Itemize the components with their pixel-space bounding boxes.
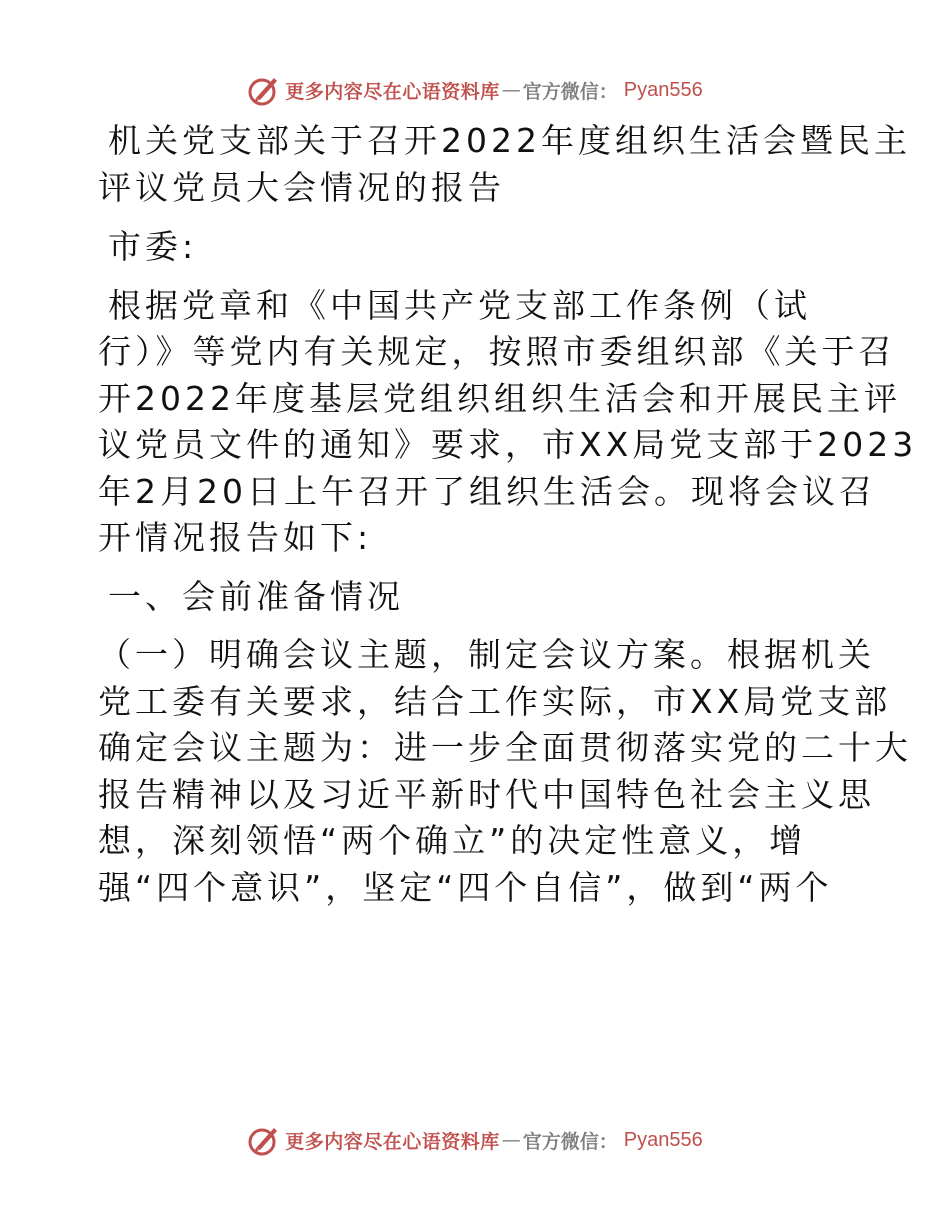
site-name: 更多内容尽在心语资料库 bbox=[285, 80, 500, 103]
quill-pen-icon bbox=[247, 73, 281, 107]
paragraph-line: 想，深刻领悟“两个确立”的决定性意义，增 bbox=[98, 821, 807, 860]
wechat-label: 官方微信： bbox=[522, 80, 618, 103]
paragraph-line: 报告精神以及习近平新时代中国特色社会主义思 bbox=[98, 774, 875, 814]
wechat-id: Pyan556 bbox=[623, 1128, 703, 1151]
wechat-label: 官方微信： bbox=[522, 1130, 618, 1153]
wechat-id: Pyan556 bbox=[623, 78, 703, 101]
addressee: 市委: bbox=[108, 227, 198, 266]
document-body bbox=[98, 118, 918, 911]
paragraph-line: （一）明确会议主题，制定会议方案。根据机关 bbox=[98, 635, 875, 674]
paragraph-line: 议党员文件的通知》要求，市XX局党支部于2023 bbox=[98, 425, 918, 464]
section-heading: 一、会前准备情况 bbox=[108, 576, 404, 616]
document-title-line-2: 评议党员大会情况的报告 bbox=[98, 167, 505, 207]
paragraph-line: 行）》等党内有关规定，按照市委组织部《关于召 bbox=[98, 332, 896, 371]
paragraph-line: 党工委有关要求，结合工作实际，市XX局党支部 bbox=[98, 681, 892, 721]
paragraph-line: 开情况报告如下: bbox=[98, 518, 373, 557]
document-title-line-1: 机关党支部关于召开2022年度组织生活会暨民主 bbox=[108, 121, 911, 160]
site-name: 更多内容尽在心语资料库 bbox=[285, 1130, 500, 1153]
paragraph-line: 开2022年度基层党组织组织生活会和开展民主评 bbox=[98, 378, 901, 418]
paragraph-line: 年2月20日上午召开了组织生活会。现将会议召 bbox=[98, 471, 876, 511]
paragraph-line: 强“四个意识”，坚定“四个自信”，做到“两个 bbox=[98, 867, 833, 907]
quill-pen-icon bbox=[247, 1123, 281, 1157]
footer-banner bbox=[0, 1120, 950, 1160]
separator: — bbox=[501, 1129, 521, 1151]
separator: — bbox=[501, 79, 521, 101]
header-banner bbox=[0, 70, 950, 110]
paragraph-line: 根据党章和《中国共产党支部工作条例（试 bbox=[108, 285, 811, 325]
paragraph-line: 确定会议主题为：进一步全面贯彻落实党的二十大 bbox=[98, 728, 912, 767]
